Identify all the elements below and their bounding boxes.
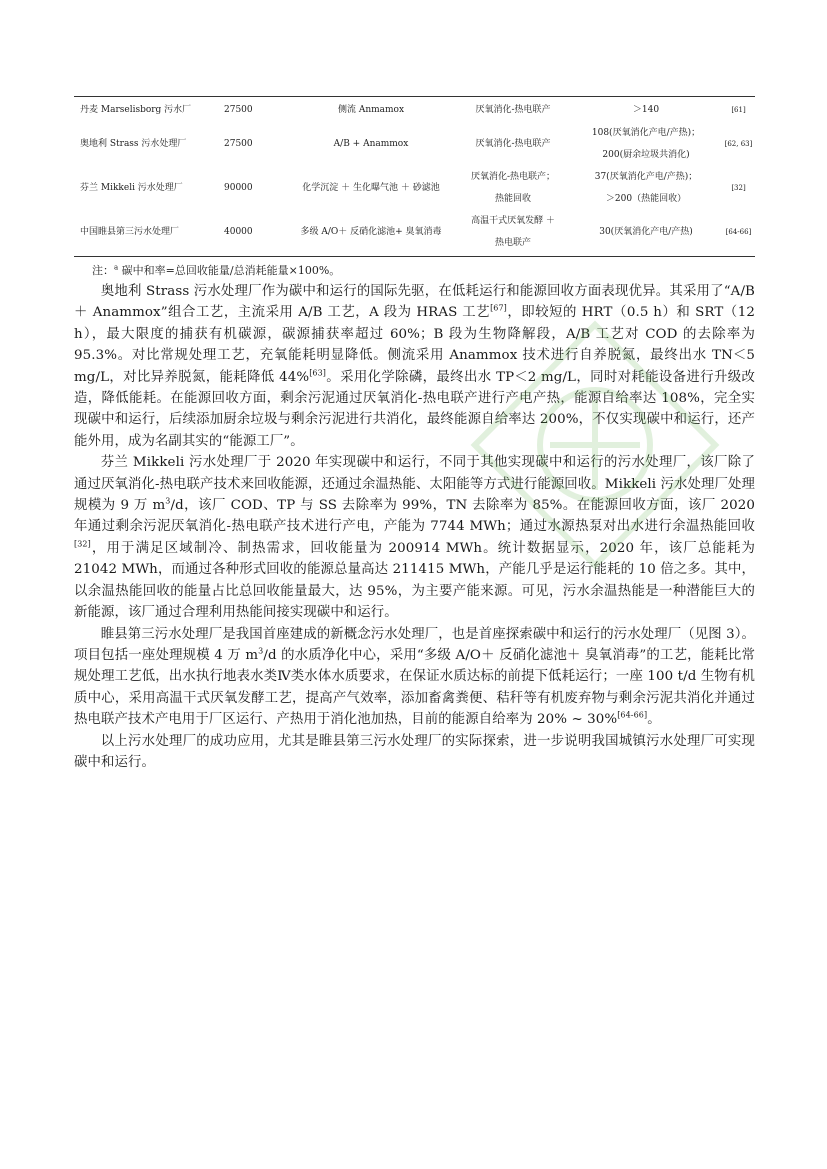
- note-prefix: 注：: [92, 264, 114, 277]
- citation-superscript: [67]: [490, 303, 507, 313]
- table-row: [74, 166, 755, 210]
- plant-name-cell: 丹麦 Marselisborg 污水厂: [80, 104, 192, 115]
- paragraph-text: /d，该厂 COD、TP 与 SS 去除率为 99%，TN 去除率为 85%。在能源回收方面，该厂 2020 年通过剩余污泥厌氧消化-热电联产技术进行产电，产能为 7744 MWh；通过水源热泵对出水进行余温热能回收: [74, 498, 755, 535]
- paragraph-text: ，即较短的 HRT（0.5 h）和 SRT（12 h），最大限度的捕获有机碳源，碳源捕获率超过 60%；B 段为生物降解段，A/B 工艺对 COD 的去除率为 95.3%。对比常规处理工艺，充氧能耗明显降低。侧流采用 Anammox 技术进行自养脱氮，最终出水 TN＜5 mg/L，对比异养脱氮，能耗降低 44%: [74, 305, 755, 385]
- recovery-cell-line: 厌氧消化-热电联产: [475, 139, 551, 149]
- plant-name-cell: 奥地利 Strass 污水处理厂: [80, 139, 187, 149]
- citation-superscript: [64-66]: [617, 710, 648, 720]
- neutral-rate-cell: [570, 166, 722, 210]
- process-cell: [286, 210, 456, 254]
- citation-superscript: [32]: [74, 539, 91, 549]
- process-cell-line: 多级 A/O＋ 反硝化滤池+ 臭氧消毒: [300, 227, 442, 237]
- citation-superscript: [63]: [309, 368, 327, 378]
- process-cell-line: 侧流 Anmamox: [337, 104, 405, 115]
- recovery-cell-line: 厌氧消化-热电联产；: [470, 172, 556, 182]
- reference-cell: [62, 63]: [724, 140, 753, 148]
- watermark-logo: [470, 320, 720, 570]
- wwtp-table: [74, 97, 755, 254]
- process-cell: [286, 166, 456, 210]
- paragraph-text: /d 的水质净化中心，采用“多级 A/O＋ 反硝化滤池＋ 臭氧消毒”的工艺，能耗比常规处理工艺低，出水执行地表水类Ⅳ类水体水质要求，在保证水质达标的前提下低耗运行；一座 100 t/d 生物有机质中心，采用高温干式厌氧发酵工艺，提高产气效率，添加畜禽粪便、秸秆等有机废弃物与剩余污泥共消化并通过热电联产技术产电用于厂区运行、产热用于消化池加热，目前的能源自给率为 20% ~ 30%: [74, 647, 755, 728]
- note-superscript: a: [114, 263, 119, 272]
- scale-cell: 90000: [224, 183, 253, 193]
- paragraph-text: 奥地利 Strass 污水处理厂作为碳中和运行的国际先驱，在低耗运行和能源回收方面表现优异。其采用了“A/B ＋ Anammox”组合工艺，主流采用 A/B 工艺，A 段为 HRAS 工艺: [74, 284, 755, 321]
- note-text: 碳中和率=总回收能量/总消耗能量×100%。: [118, 264, 341, 277]
- plant-name-cell: 中国睢县第三污水处理厂: [80, 227, 180, 237]
- recovery-cell-line: 热能回收: [494, 194, 531, 204]
- recovery-cell: [456, 97, 570, 122]
- neutral-rate-cell-line: 37(厌氧消化产电/产热)；: [594, 172, 698, 182]
- paragraph-text: 。: [647, 712, 661, 728]
- table-note: [92, 262, 340, 278]
- body-paragraph: [74, 731, 755, 774]
- recovery-cell-line: 热电联产: [494, 238, 531, 248]
- table-row: [74, 122, 755, 166]
- neutral-rate-cell-line: ＞140: [632, 104, 660, 115]
- table-bottom-rule: [74, 256, 755, 257]
- citation-superscript: 3: [258, 646, 264, 656]
- citation-superscript: 3: [165, 496, 171, 506]
- reference-cell: [61]: [731, 105, 746, 114]
- reference-cell: [64-66]: [725, 228, 752, 236]
- process-cell-line: A/B + Anammox: [333, 139, 409, 149]
- process-cell-line: 化学沉淀 ＋ 生化曝气池 ＋ 砂滤池: [302, 183, 440, 193]
- neutral-rate-cell: [570, 210, 722, 254]
- neutral-rate-cell-line: 108(厌氧消化产电/产热)；: [591, 128, 701, 138]
- neutral-rate-cell-line: 30(厌氧消化产电/产热): [599, 227, 693, 237]
- process-cell: [286, 97, 456, 122]
- plant-name-cell: 芬兰 Mikkeli 污水处理厂: [80, 183, 183, 193]
- process-cell: [286, 122, 456, 166]
- table-row: [74, 210, 755, 254]
- recovery-cell: [456, 122, 570, 166]
- neutral-rate-cell: [570, 122, 722, 166]
- recovery-cell-line: 厌氧消化-热电联产: [475, 104, 551, 115]
- recovery-cell: [456, 166, 570, 210]
- paragraph-text: 。采用化学除磷，最终出水 TP＜2 mg/L，同时对耗能设备进行升级改造，降低能耗。在能源回收方面，剩余污泥通过厌氧消化-热电联产进行产电产热，能源自给率达 108%，完全实现碳中和运行，后续添加厨余垃圾与剩余污泥进行共消化，最终能源自给率达 200%，不仅实现碳中和运行，还产能外用，成为名副其实的“能源工厂”。: [74, 369, 755, 449]
- recovery-cell-line: 高温干式厌氧发酵 ＋: [471, 216, 555, 226]
- reference-cell: [32]: [731, 184, 746, 192]
- scale-cell: 27500: [224, 104, 253, 115]
- paragraph-text: 以上污水处理厂的成功应用，尤其是睢县第三污水处理厂的实际探索，进一步说明我国城镇污水处理厂可实现碳中和运行。: [74, 733, 755, 770]
- paragraph-text: 芬兰 Mikkeli 污水处理厂于 2020 年实现碳中和运行，不同于其他实现碳中和运行的污水处理厂，该厂除了通过厌氧消化-热电联产技术来回收能源，还通过余温热能、太阳能等方式进行能源回收。Mikkeli 污水处理厂处理规模为 9 万 m: [74, 455, 755, 514]
- neutral-rate-cell: [570, 97, 722, 122]
- neutral-rate-cell-line: 200(厨余垃圾共消化): [602, 150, 690, 160]
- paragraph-text: ，用于满足区域制冷、制热需求，回收能量为 200914 MWh。统计数据显示，2020 年，该厂总能耗为 21042 MWh，而通过各种形式回收的能源总量高达 211415 MWh，产能几乎是运行能耗的 10 倍之多。其中，以余温热能回收的能量占比总回收能量最大，达 95%，为主要产能来源。可见，污水余温热能是一种潜能巨大的新能源，该厂通过合理利用热能间接实现碳中和运行。: [74, 540, 755, 621]
- table-row: [74, 97, 755, 122]
- recovery-cell: [456, 210, 570, 254]
- paragraph-text: 睢县第三污水处理厂是我国首座建成的新概念污水处理厂，也是首座探索碳中和运行的污水处理厂（见图 3）。项目包括一座处理规模 4 万 m: [74, 626, 755, 663]
- body-paragraph: [74, 624, 755, 731]
- scale-cell: 40000: [224, 227, 253, 237]
- neutral-rate-cell-line: ＞200（热能回收）: [605, 194, 687, 204]
- scale-cell: 27500: [224, 139, 253, 149]
